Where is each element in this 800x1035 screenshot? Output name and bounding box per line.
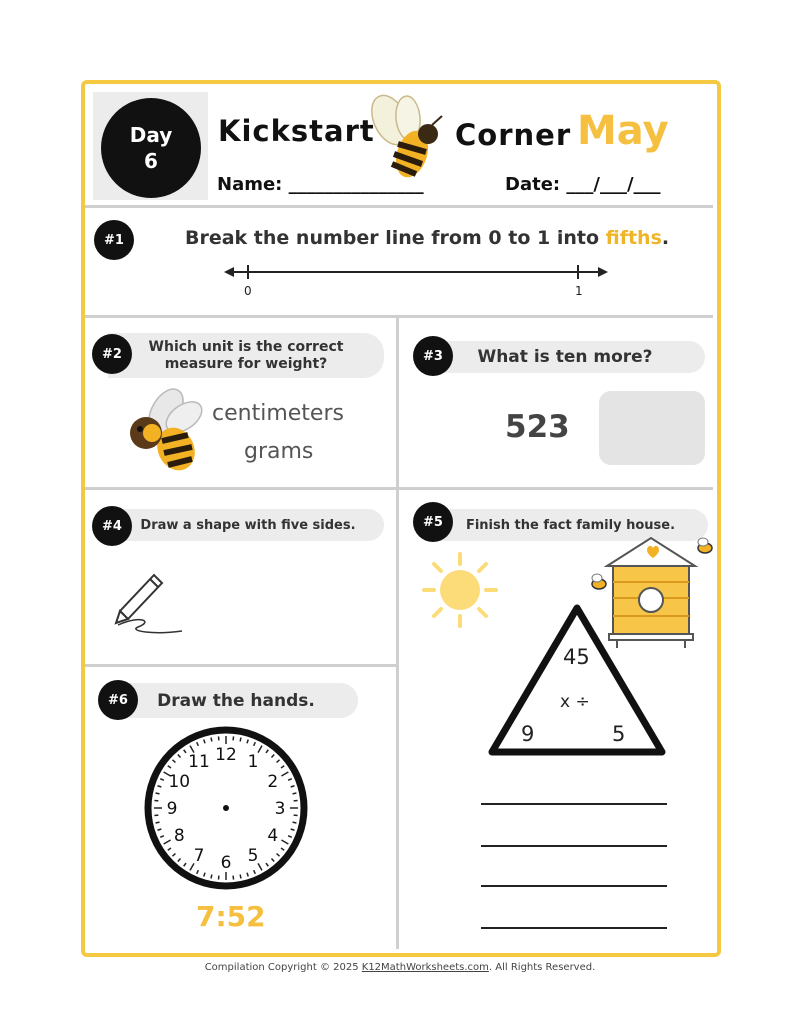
- clock-face[interactable]: [143, 725, 309, 891]
- footer-text: Compilation Copyright © 2025: [204, 962, 362, 973]
- q1-prompt-end: .: [661, 227, 670, 249]
- tick-label-0: 0: [244, 284, 252, 298]
- clock-tick: [240, 875, 241, 879]
- date-field[interactable]: Date: ___/___/___: [505, 174, 661, 195]
- q5-prompt: Finish the fact family house.: [433, 509, 708, 541]
- question-badge-6: #6: [98, 680, 138, 720]
- clock-number: 6: [220, 853, 232, 873]
- answer-line[interactable]: [481, 885, 667, 887]
- divider: [85, 205, 713, 208]
- clock-tick: [293, 793, 297, 794]
- clock-tick: [156, 793, 160, 794]
- triangle-top-number: 45: [563, 645, 590, 669]
- triangle-bottom-right-number: 5: [612, 722, 626, 746]
- q1-prompt-highlight: fifths: [605, 227, 662, 249]
- day-number: 6: [144, 149, 158, 173]
- clock-number: 3: [274, 799, 286, 819]
- clock-time: 7:52: [196, 900, 266, 933]
- clock-tick: [211, 738, 212, 742]
- divider: [85, 487, 713, 490]
- name-field[interactable]: Name: _______________: [217, 174, 424, 195]
- q4-prompt: Draw a shape with five sides.: [112, 509, 384, 541]
- clock-number: 11: [188, 752, 210, 773]
- q3-number: 523: [505, 409, 570, 445]
- question-badge-4: #4: [92, 506, 132, 546]
- footer-text-end: . All Rights Reserved.: [488, 962, 596, 973]
- number-line[interactable]: [220, 260, 612, 284]
- divider: [85, 664, 397, 667]
- question-badge-1: #1: [94, 220, 134, 260]
- answer-line[interactable]: [481, 803, 667, 805]
- answer-line[interactable]: [481, 845, 667, 847]
- divider: [85, 315, 713, 318]
- clock-tick: [293, 822, 297, 823]
- clock-number: 8: [173, 826, 185, 846]
- option-centimeters[interactable]: centimeters: [212, 401, 344, 426]
- clock-tick: [240, 738, 241, 742]
- clock-number: 10: [168, 772, 191, 792]
- q2-prompt-line1: Which unit is the correct: [148, 338, 344, 355]
- tick-label-1: 1: [575, 284, 583, 298]
- q3-prompt: What is ten more?: [425, 341, 705, 373]
- q1-prompt-text: Break the number line from 0 to 1 into: [185, 227, 599, 249]
- clock-number: 4: [267, 826, 279, 846]
- clock-tick: [211, 875, 212, 879]
- triangle-operations: x ÷: [560, 692, 590, 712]
- clock-number: 12: [215, 745, 237, 765]
- answer-box[interactable]: [599, 391, 705, 465]
- page-title-left: Kickstart: [218, 114, 375, 148]
- clock-number: 9: [166, 799, 178, 819]
- month-label: May: [577, 108, 669, 154]
- question-badge-5: #5: [413, 502, 453, 542]
- triangle-bottom-left-number: 9: [521, 722, 535, 746]
- clock-number: 2: [267, 772, 279, 792]
- q2-prompt: [108, 333, 384, 378]
- q6-prompt: Draw the hands.: [114, 683, 358, 718]
- fact-family-triangle[interactable]: [484, 598, 670, 760]
- divider: [396, 317, 399, 949]
- footer-link[interactable]: K12MathWorksheets.com: [361, 962, 489, 973]
- question-badge-2: #2: [92, 334, 132, 374]
- day-label: Day: [129, 123, 173, 147]
- clock-number: 1: [247, 752, 259, 773]
- day-badge: [101, 98, 201, 198]
- bee-icon: [118, 385, 208, 475]
- clock-number: 5: [247, 845, 259, 866]
- clock-number: 7: [193, 845, 205, 866]
- clock-tick: [156, 822, 160, 823]
- page-title-right: Corner: [455, 118, 572, 152]
- pencil-icon: [110, 565, 190, 637]
- q2-prompt-line2: measure for weight?: [164, 355, 328, 372]
- answer-line[interactable]: [481, 927, 667, 929]
- q1-prompt: [185, 227, 669, 249]
- question-badge-3: #3: [413, 336, 453, 376]
- option-grams[interactable]: grams: [244, 439, 314, 464]
- footer-copyright: [0, 962, 800, 973]
